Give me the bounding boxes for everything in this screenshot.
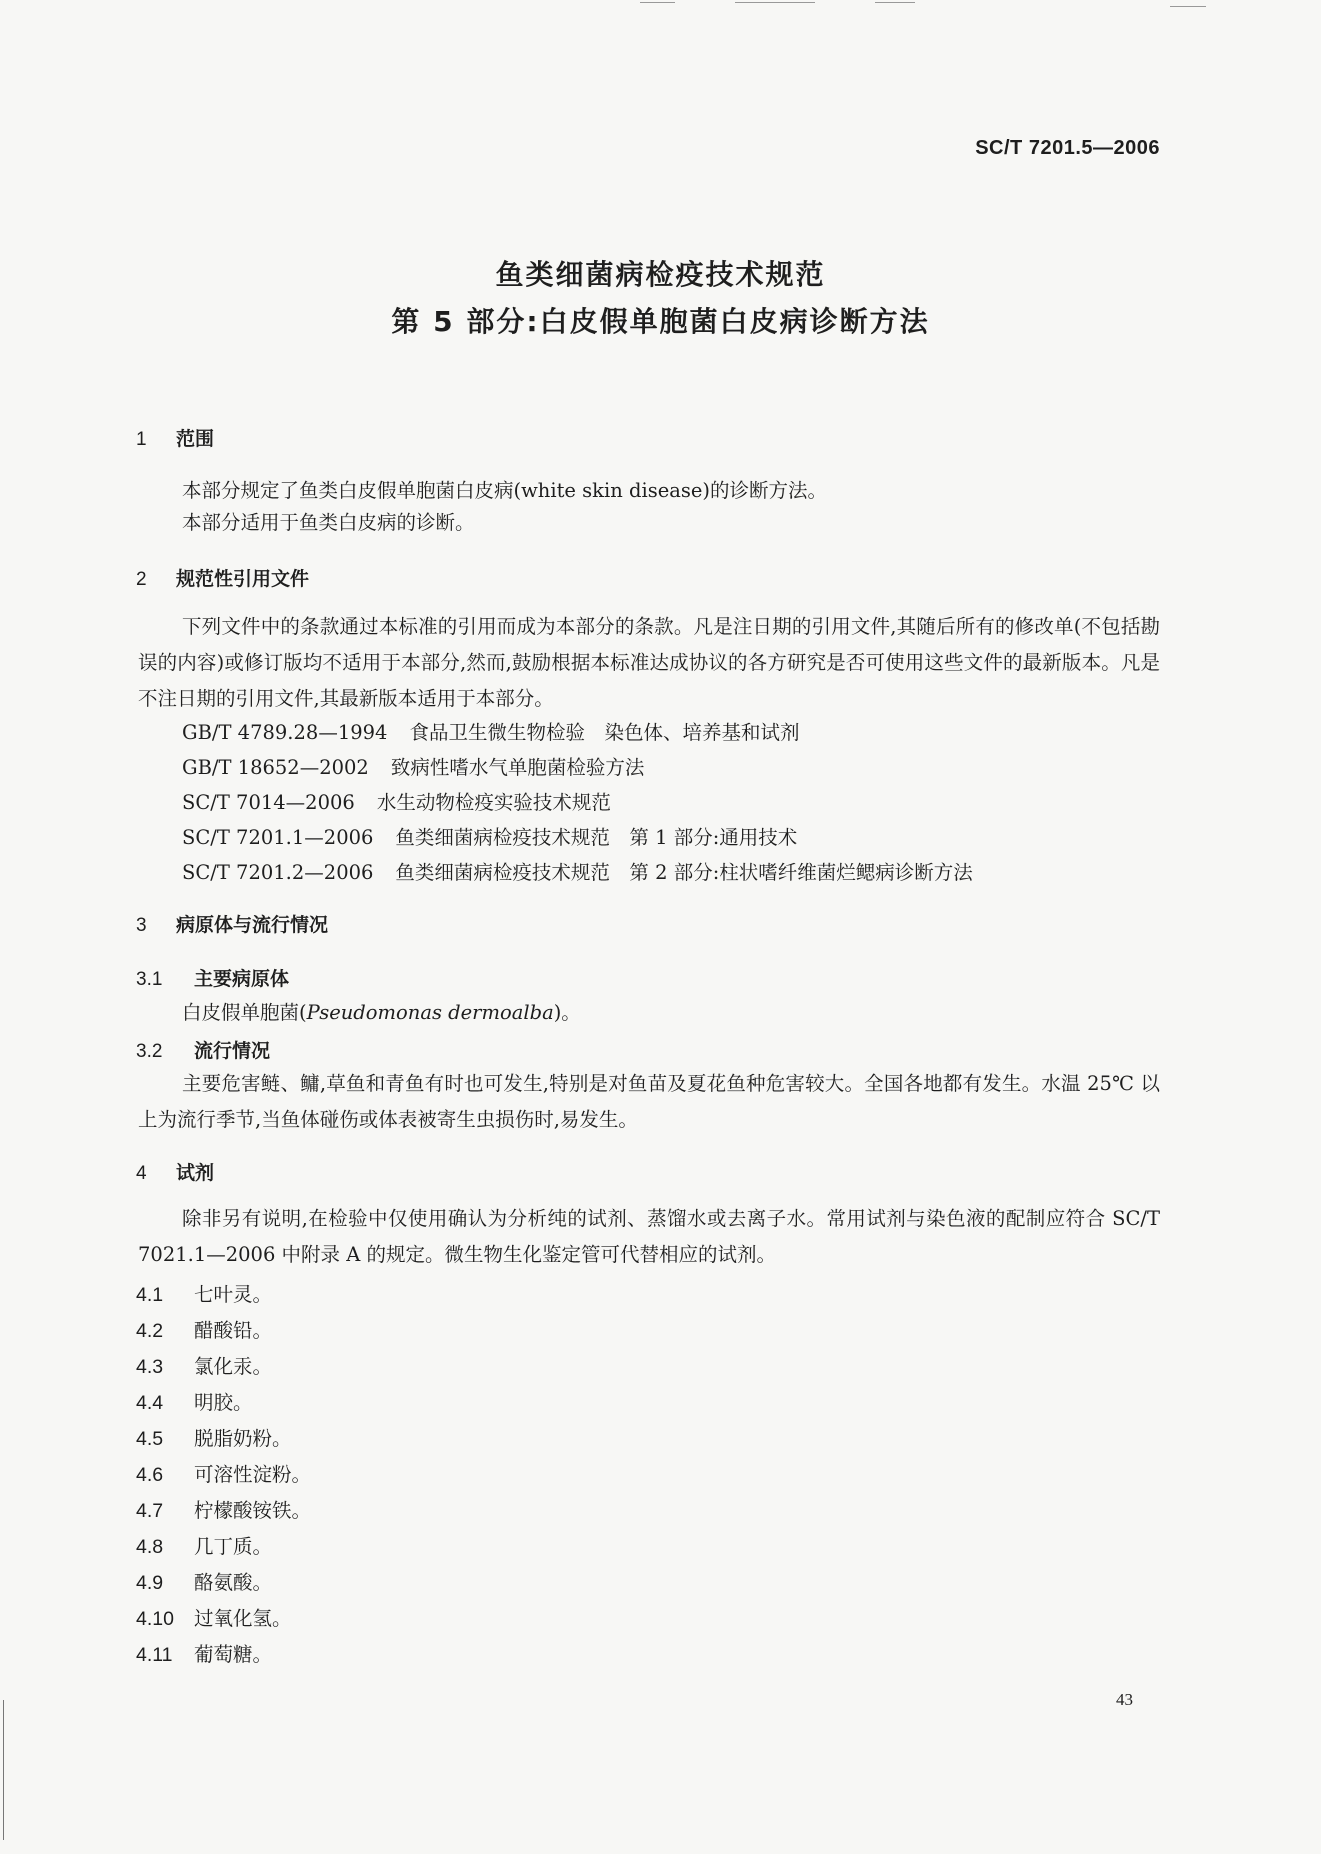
- paragraph: 主要危害鲢、鳙,草鱼和青鱼有时也可发生,特别是对鱼苗及夏花鱼种危害较大。全国各地都有发生。水温 25℃ 以上为流行季节,当鱼体碰伤或体表被寄生虫损伤时,易发生。: [138, 1072, 1160, 1131]
- item-number: 4.7: [136, 1500, 164, 1522]
- section-title: 规范性引用文件: [176, 568, 310, 590]
- text: 白皮假单胞菌(: [182, 1001, 307, 1024]
- reference-name: 水生动物检疫实验技术规范: [376, 791, 611, 814]
- section-title: 试剂: [176, 1162, 215, 1184]
- item-text: 过氧化氢。: [194, 1607, 292, 1630]
- item-text: 几丁质。: [194, 1535, 273, 1558]
- list-item: [136, 1459, 311, 1487]
- item-text: 可溶性淀粉。: [194, 1463, 312, 1486]
- reference-item: [182, 717, 799, 745]
- list-item: [136, 1495, 311, 1523]
- list-item: [136, 1603, 292, 1631]
- item-number: 4.10: [136, 1608, 174, 1630]
- section-heading-3: [136, 910, 328, 937]
- page-title-line1: 鱼类细菌病检疫技术规范: [495, 258, 826, 291]
- item-text: 葡萄糖。: [194, 1643, 273, 1666]
- list-item: [136, 1351, 272, 1379]
- reference-name: 鱼类细菌病检疫技术规范 第 2 部分:柱状嗜纤维菌烂鳃病诊断方法: [395, 861, 973, 884]
- list-item: [136, 1387, 253, 1415]
- section-number: 2: [136, 569, 147, 590]
- item-text: 醋酸铅。: [194, 1319, 273, 1342]
- list-item: [136, 1567, 272, 1595]
- item-text: 七叶灵。: [194, 1283, 273, 1306]
- reference-code: SC/T 7201.2—2006: [182, 861, 374, 884]
- section-title: 病原体与流行情况: [176, 914, 329, 936]
- reference-code: SC/T 7014—2006: [182, 791, 355, 814]
- reference-code: GB/T 4789.28—1994: [182, 721, 388, 744]
- list-item: [136, 1639, 272, 1667]
- reference-item: [182, 822, 797, 850]
- item-number: 4.5: [136, 1428, 164, 1450]
- list-item: [136, 1279, 272, 1307]
- item-number: 4.6: [136, 1464, 164, 1486]
- scan-mark: [735, 2, 815, 3]
- reference-name: 致病性嗜水气单胞菌检验方法: [390, 756, 645, 779]
- subsection-title: 流行情况: [194, 1040, 271, 1062]
- list-item: [136, 1315, 272, 1343]
- document-code: SC/T 7201.5—2006: [975, 137, 1160, 159]
- paragraph: 本部分适用于鱼类白皮病的诊断。: [182, 511, 475, 534]
- reference-item: [182, 787, 611, 815]
- item-number: 4.2: [136, 1320, 164, 1342]
- list-item: [136, 1531, 272, 1559]
- item-number: 4.4: [136, 1392, 164, 1414]
- paragraph: 下列文件中的条款通过本标准的引用而成为本部分的条款。凡是注日期的引用文件,其随后所有的修改单(不包括勘误的内容)或修订版均不适用于本部分,然而,鼓励根据本标准达成协议的各方研究是否可使用这些文件的最新版本。凡是不注日期的引用文件,其最新版本适用于本部分。: [138, 615, 1160, 710]
- scan-mark: [875, 2, 915, 3]
- subsection-heading-3-1: [136, 964, 289, 991]
- reference-item: [182, 752, 644, 780]
- subsection-title: 主要病原体: [194, 968, 290, 990]
- item-number: 4.9: [136, 1572, 164, 1594]
- page-number: 43: [1116, 1690, 1133, 1709]
- list-item: [136, 1423, 292, 1451]
- section-number: 1: [136, 429, 147, 450]
- scan-mark: [640, 2, 675, 3]
- item-number: 4.8: [136, 1536, 164, 1558]
- section-heading-1: [136, 424, 214, 451]
- reference-item: [182, 857, 973, 885]
- item-number: 4.3: [136, 1356, 164, 1378]
- item-text: 氯化汞。: [194, 1355, 273, 1378]
- item-number: 4.11: [136, 1644, 173, 1666]
- scan-edge: [3, 1700, 4, 1840]
- reference-name: 鱼类细菌病检疫技术规范 第 1 部分:通用技术: [395, 826, 798, 849]
- paragraph: [182, 995, 581, 1030]
- subsection-number: 3.2: [136, 1041, 163, 1062]
- scan-mark: [1170, 6, 1206, 7]
- reference-code: GB/T 18652—2002: [182, 756, 369, 779]
- text: )。: [553, 1001, 581, 1024]
- page-title-line2: 第 5 部分:白皮假单胞菌白皮病诊断方法: [391, 305, 930, 338]
- item-text: 酪氨酸。: [194, 1571, 273, 1594]
- section-number: 4: [136, 1163, 147, 1184]
- subsection-number: 3.1: [136, 969, 163, 990]
- species-name: Pseudomonas dermoalba: [306, 1001, 554, 1024]
- section-heading-2: [136, 564, 309, 591]
- item-number: 4.1: [136, 1284, 164, 1306]
- section-heading-4: [136, 1158, 214, 1185]
- item-text: 明胶。: [194, 1391, 253, 1414]
- reference-code: SC/T 7201.1—2006: [182, 826, 374, 849]
- paragraph: 本部分规定了鱼类白皮假单胞菌白皮病(white skin disease)的诊断方法。: [182, 479, 828, 502]
- item-text: 柠檬酸铵铁。: [194, 1499, 312, 1522]
- subsection-heading-3-2: [136, 1036, 270, 1063]
- item-text: 脱脂奶粉。: [194, 1427, 292, 1450]
- section-number: 3: [136, 915, 147, 936]
- section-title: 范围: [176, 428, 215, 450]
- reference-name: 食品卫生微生物检验 染色体、培养基和试剂: [409, 721, 800, 744]
- paragraph: 除非另有说明,在检验中仅使用确认为分析纯的试剂、蒸馏水或去离子水。常用试剂与染色液的配制应符合 SC/T 7021.1—2006 中附录 A 的规定。微生物生化鉴定管可代替相应的试剂。: [138, 1207, 1160, 1266]
